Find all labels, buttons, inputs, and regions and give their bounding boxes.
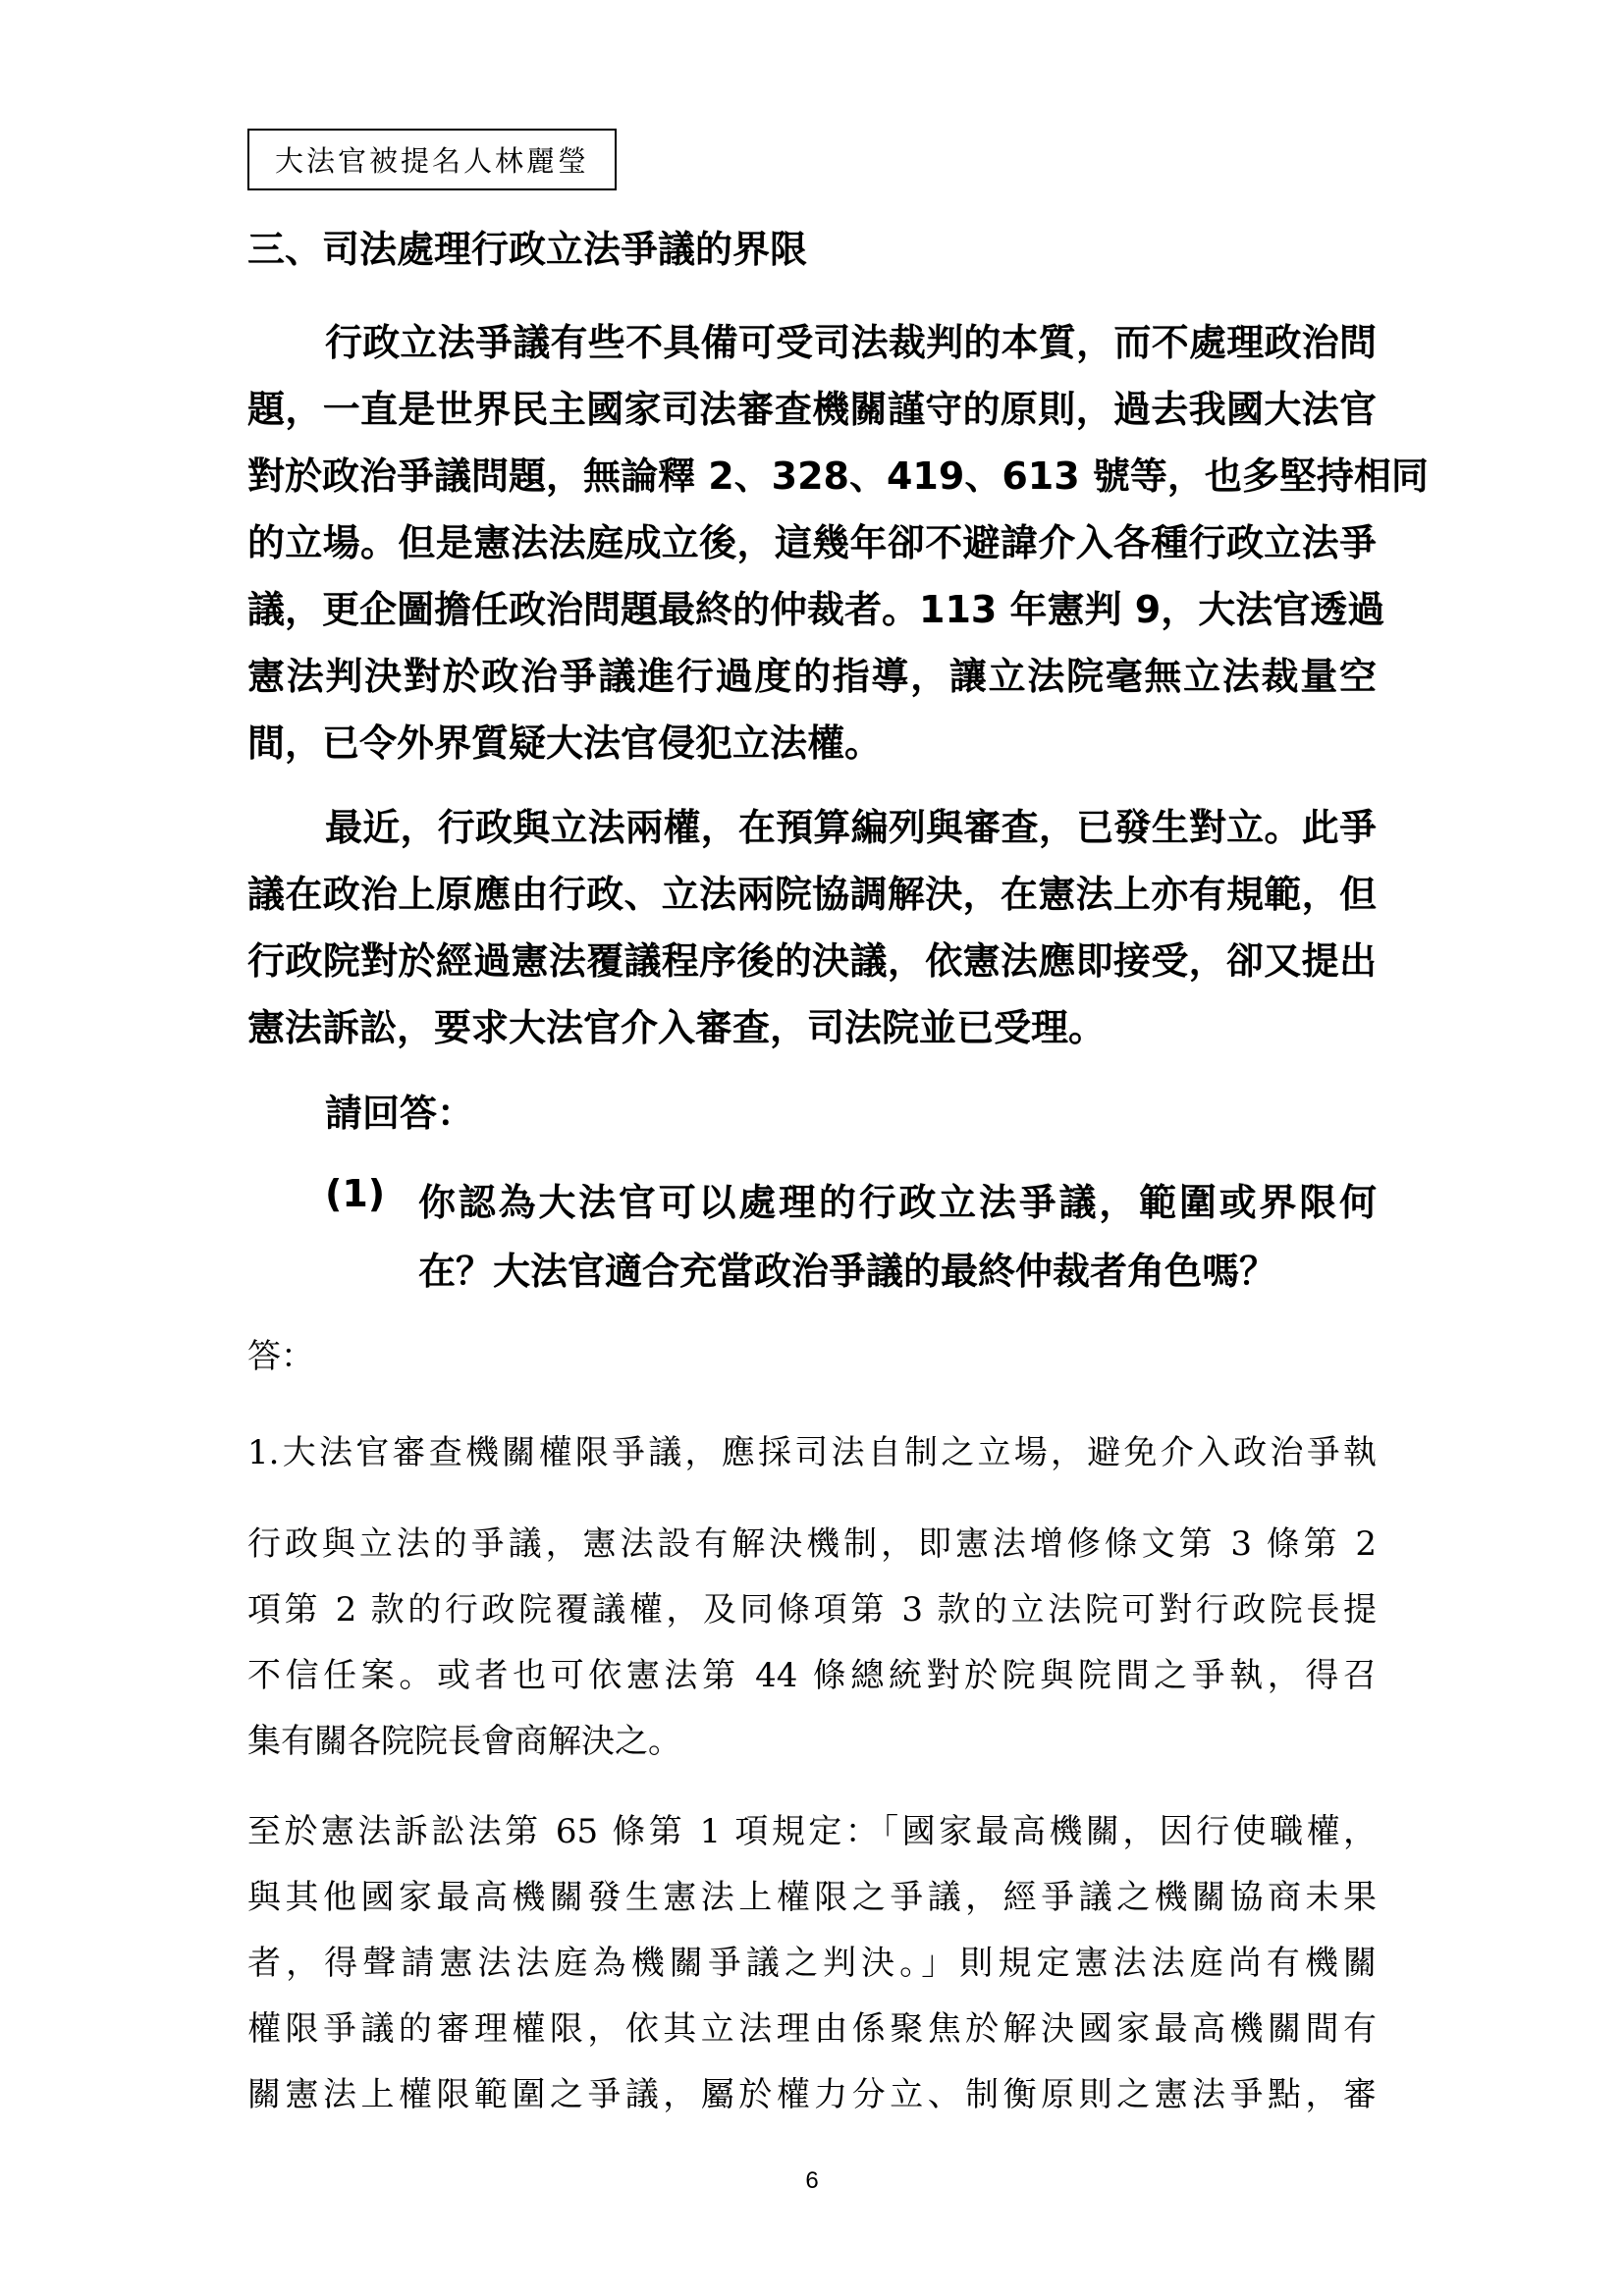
para1-line: 的立場。但是憲法法庭成立後，這幾年卻不避諱介入各種行政立法爭 — [247, 521, 1377, 564]
para1-line: 議，更企圖擔任政治問題最終的仲裁者。113 年憲判 9，大法官透過 — [247, 588, 1385, 631]
para2-line: 議在政治上原應由行政、立法兩院協調解決，在憲法上亦有規範，但 — [247, 873, 1377, 916]
para2-line: 最近，行政與立法兩權，在預算編列與審查，已發生對立。此爭 — [325, 806, 1377, 849]
para1-line: 間，已令外界質疑大法官侵犯立法權。 — [247, 721, 883, 765]
question-line: 在？大法官適合充當政治爭議的最終仲裁者角色嗎？ — [418, 1250, 1277, 1293]
answer-para2-line: 權限爭議的審理權限，依其立法理由係聚焦於解決國家最高機關間有 — [247, 2009, 1377, 2049]
para2-line: 憲法訴訟，要求大法官介入審查，司法院並已受理。 — [247, 1006, 1107, 1049]
answer-point-heading: 1.大法官審查機關權限爭議，應採司法自制之立場，避免介入政治爭執 — [247, 1433, 1377, 1472]
please-answer: 請回答： — [325, 1092, 475, 1135]
para2-line: 行政院對於經過憲法覆議程序後的決議，依憲法應即接受，卻又提出 — [247, 939, 1377, 983]
para1-line: 題，一直是世界民主國家司法審查機關謹守的原則，過去我國大法官 — [247, 388, 1377, 431]
question-number: (1) — [325, 1172, 386, 1215]
answer-para2-line: 者，得聲請憲法法庭為機關爭議之判決。」則規定憲法法庭尚有機關 — [247, 1944, 1377, 1983]
answer-para1-line: 行政與立法的爭議，憲法設有解決機制，即憲法增修條文第 3 條第 2 — [247, 1524, 1377, 1564]
para1-line: 對於政治爭議問題，無論釋 2、328、419、613 號等，也多堅持相同 — [247, 454, 1429, 498]
answer-para1-line: 項第 2 款的行政院覆議權，及同條項第 3 款的立法院可對行政院長提 — [247, 1590, 1377, 1629]
answer-label: 答： — [247, 1337, 314, 1376]
para1-line: 憲法判決對於政治爭議進行過度的指導，讓立法院毫無立法裁量空 — [247, 655, 1377, 698]
answer-para2-line: 關憲法上權限範圍之爭議，屬於權力分立、制衡原則之憲法爭點，審 — [247, 2075, 1377, 2114]
nominee-label-box: 大法官被提名人林麗瑩 — [247, 129, 617, 190]
page-number: 6 — [805, 2167, 819, 2194]
question-line: 你認為大法官可以處理的行政立法爭議，範圍或界限何 — [418, 1181, 1377, 1224]
answer-para2-line: 至於憲法訴訟法第 65 條第 1 項規定：「國家最高機關，因行使職權， — [247, 1812, 1377, 1851]
section-title: 三、司法處理行政立法爭議的界限 — [247, 228, 808, 271]
para1-line: 行政立法爭議有些不具備可受司法裁判的本質，而不處理政治問 — [325, 321, 1377, 364]
answer-para2-line: 與其他國家最高機關發生憲法上權限之爭議，經爭議之機關協商未果 — [247, 1878, 1377, 1917]
answer-para1-line: 集有關各院院長會商解決之。 — [247, 1722, 681, 1761]
answer-para1-line: 不信任案。或者也可依憲法第 44 條總統對於院與院間之爭執，得召 — [247, 1656, 1377, 1695]
